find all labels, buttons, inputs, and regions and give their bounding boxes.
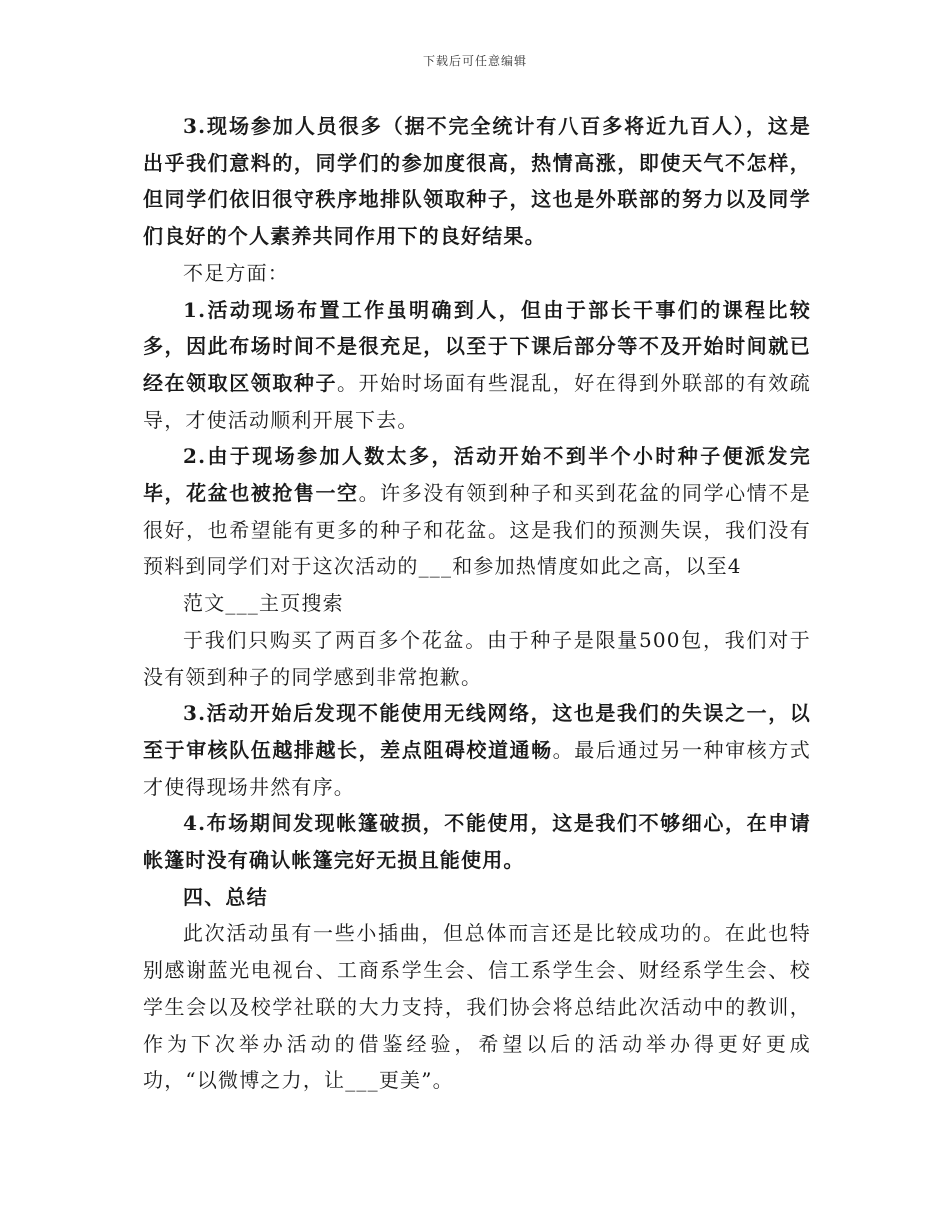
paragraph-flowerpots bbox=[143, 622, 811, 695]
bold-text: 4.布场期间发现帐篷破损，不能使用，这是我们不够细心，在申请帐篷时没有确认帐篷完好无损且能使用。 bbox=[143, 811, 811, 873]
bold-text: 3.活动开始后发现不能使用无线网络，这也是我们的失误之一，以至于审核队伍越排越长，差点阻碍校道通畅 bbox=[143, 701, 811, 762]
paragraph-shortcoming-4 bbox=[143, 805, 811, 878]
normal-text: 。开始时场面有些混乱，好在得到外联部的有效疏导，才使活动顺利开展下去。 bbox=[143, 370, 811, 432]
normal-text: 。许多没有领到种子和买到花盆的同学心情不是很好，也希望能有更多的种子和花盆。这是我们的预测失误，我们没有预料到同学们对于这次活动的___和参加热情度如此之高，以至4 bbox=[143, 481, 812, 579]
document-body bbox=[143, 108, 811, 1099]
normal-text: 范文___主页搜索 bbox=[183, 591, 344, 616]
paragraph-shortcoming-3 bbox=[143, 695, 811, 805]
page-header-note: 下载后可任意编辑 bbox=[422, 54, 527, 68]
bold-text: 1.活动现场布置工作虽明确到人，但由于部长干事们的课程比较多，因此布场时间不是很充足，以至于下课后部分等不及开始时间就已经在领取区领取种子 bbox=[143, 297, 811, 395]
paragraph-shortcoming-2 bbox=[143, 438, 811, 585]
paragraph-summary bbox=[143, 915, 811, 1099]
normal-text: 于我们只购买了两百多个花盆。由于种子是限量500包，我们对于没有领到种子的同学感到非常抱歉。 bbox=[143, 627, 811, 689]
paragraph-shortcoming-1 bbox=[143, 292, 811, 439]
normal-text: 此次活动虽有一些小插曲，但总体而言还是比较成功的。在此也特别感谢蓝光电视台、工商系学生会、信工系学生会、财经系学生会、校学生会以及校学社联的大力支持，我们协会将总结此次活动中的教训，作为下次举办活动的借鉴经验，希望以后的活动举办得更好更成功，“以微博之力，让___更美”。 bbox=[143, 921, 811, 1093]
bold-text: 四、总结 bbox=[183, 884, 268, 909]
bold-text: 2.由于现场参加人数太多，活动开始不到半个小时种子便派发完毕，花盆也被抢售一空 bbox=[143, 444, 811, 506]
paragraph-shortcomings-heading bbox=[143, 255, 811, 292]
bold-text: 3.现场参加人员很多（据不完全统计有八百多将近九百人），这是出乎我们意料的，同学们的参加度很高，热情高涨，即使天气不怎样，但同学们依旧很守秩序地排队领取种子，这也是外联部的努力以及同学们良好的个人素养共同作用下的良好结果。 bbox=[143, 114, 811, 249]
paragraph-attendance bbox=[143, 108, 811, 255]
normal-text: 。最后通过另一种审核方式才使得现场井然有序。 bbox=[143, 737, 811, 799]
normal-text: 不足方面： bbox=[183, 260, 289, 285]
section-heading-summary bbox=[143, 879, 811, 916]
paragraph-homepage-search bbox=[143, 585, 811, 622]
